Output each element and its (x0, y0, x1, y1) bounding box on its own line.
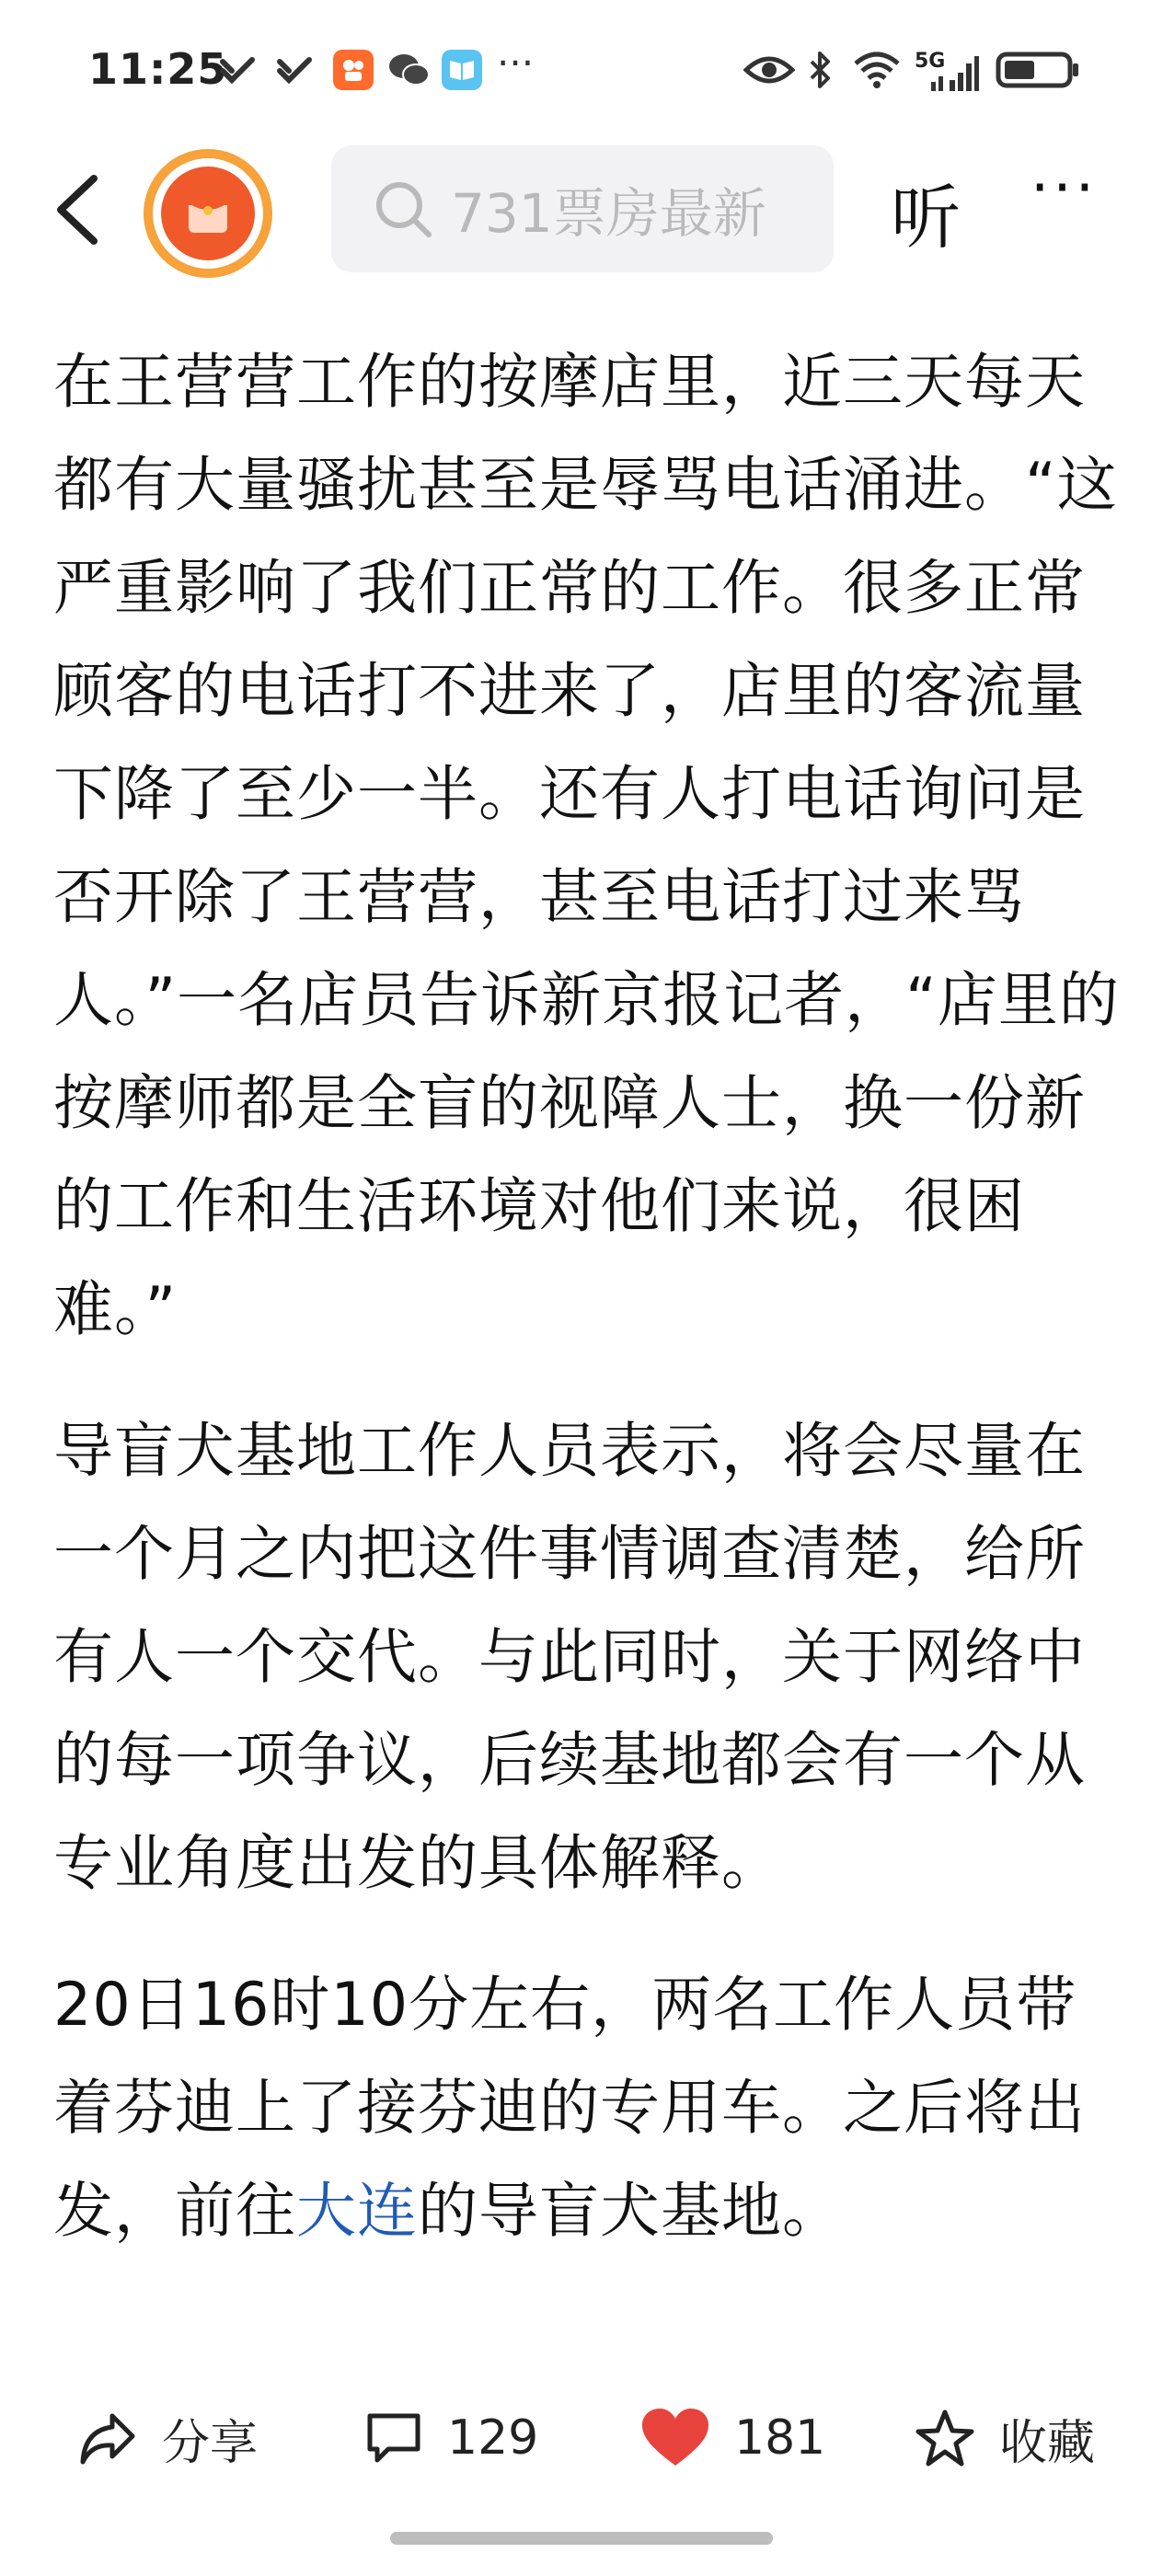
comment-icon (364, 2410, 423, 2466)
article-paragraph: 在王营营工作的按摩店里，近三天每天都有大量骚扰甚至是辱骂电话涌进。“这严重影响了我们正常的工作。很多正常顾客的电话打不进来了，店里的客流量下降了至少一半。还有人打电话询问是否开除了王营营，甚至电话打过来骂人。”一名店员告诉新京报记者，“店里的按摩师都是全盲的视障人士，换一份新的工作和生活环境对他们来说，很困难。” (53, 348, 1120, 1344)
search-placeholder: 731票房最新 (451, 182, 766, 245)
more-options-button[interactable]: ··· (1031, 155, 1099, 223)
check-icon (219, 52, 256, 88)
like-count: 181 (734, 2410, 826, 2466)
search-icon (372, 178, 434, 240)
like-button[interactable] (640, 2401, 825, 2475)
status-bar (0, 0, 1163, 138)
article-paragraph (53, 1954, 1121, 2263)
red-envelope-icon (161, 167, 255, 260)
article-body (53, 331, 1121, 2302)
share-button[interactable] (77, 2401, 258, 2475)
signal-icon (929, 55, 979, 92)
author-avatar[interactable] (144, 149, 272, 278)
more-dots-icon: ··· (497, 40, 535, 86)
battery-icon (996, 52, 1080, 88)
article-paragraph: 导盲犬基地工作人员表示，将会尽量在一个月之内把这件事情调查清楚，给所有人一个交代。与此同时，关于网络中的每一项争议，后续基地都会有一个从专业角度出发的具体解释。 (53, 1417, 1087, 1898)
share-label: 分享 (162, 2415, 259, 2471)
listen-button[interactable]: 听 (891, 177, 961, 259)
search-bar[interactable] (331, 145, 834, 272)
wechat-icon (386, 52, 432, 88)
paragraph-text: 的导盲犬基地。 (418, 2177, 844, 2246)
heart-icon (640, 2407, 710, 2469)
favorite-button[interactable] (915, 2401, 1095, 2475)
book-app-icon (442, 52, 482, 88)
top-nav-bar (0, 138, 1163, 276)
kuaishou-app-icon (333, 52, 374, 88)
wifi-icon (852, 52, 902, 88)
bottom-action-bar (0, 2374, 1163, 2493)
comment-button[interactable] (364, 2401, 538, 2475)
home-indicator[interactable] (390, 2532, 773, 2545)
location-link[interactable]: 大连 (296, 2177, 419, 2246)
chevron-left-icon (48, 173, 112, 247)
share-icon (77, 2409, 138, 2467)
status-time: 11:25 (88, 44, 228, 94)
bluetooth-icon (806, 52, 834, 88)
eye-icon (743, 52, 795, 88)
star-icon (915, 2409, 975, 2467)
paragraph-text: 20日16时10分左右，两名工作人员带着芬迪上了接芬迪的专用车。之后将出发，前往 (53, 1971, 1087, 2246)
check-icon (276, 52, 313, 88)
back-button[interactable] (48, 173, 112, 247)
comment-count: 129 (447, 2410, 539, 2466)
network-type: 5G (915, 50, 946, 73)
favorite-label: 收藏 (999, 2415, 1096, 2471)
